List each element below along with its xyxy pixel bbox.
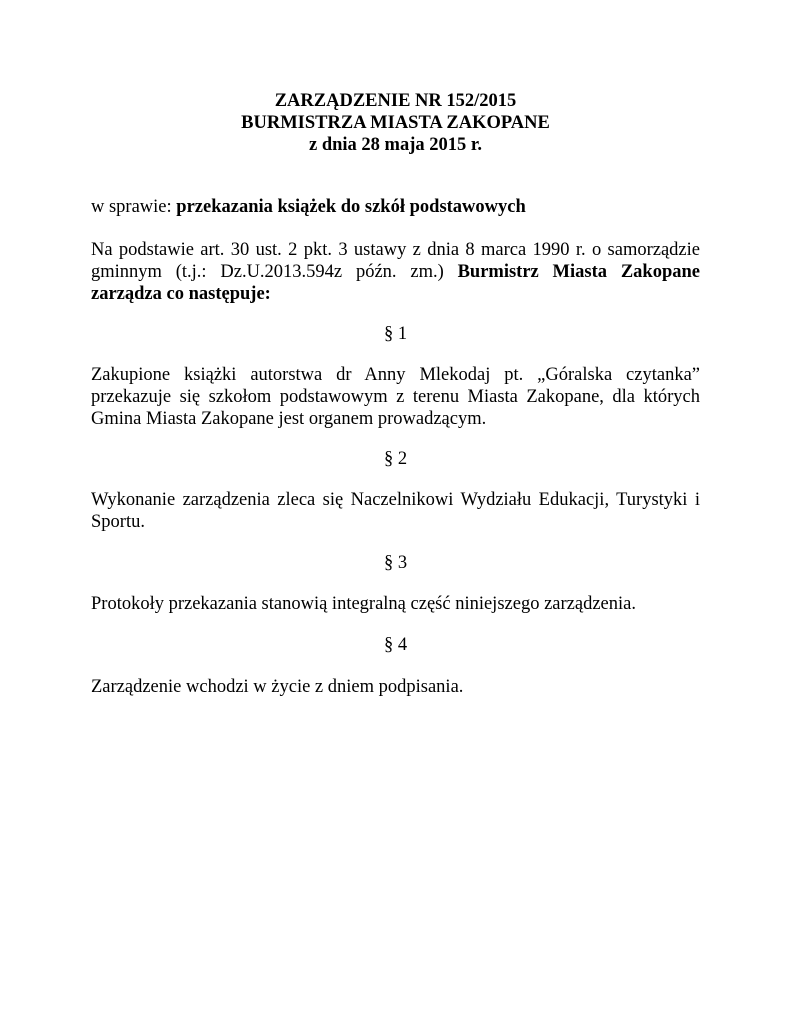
legal-basis-decree: Burmistrz Miasta Zakopane zarządza co następuje:: [91, 262, 700, 304]
subject-prefix: w sprawie:: [91, 197, 177, 217]
legal-basis: [91, 239, 700, 305]
section-text-2: Wykonanie zarządzenia zleca się Naczelnikowi Wydziału Edukacji, Turystyki i Sportu.: [91, 490, 700, 532]
section-sign-1: § 1: [383, 324, 408, 344]
document-header: [0, 90, 791, 156]
subject-title: przekazania książek do szkół podstawowych: [176, 197, 526, 217]
section-sign-4: § 4: [383, 635, 408, 655]
issuing-authority: BURMISTRZA MIASTA ZAKOPANE: [241, 113, 550, 133]
section-text-3: Protokoły przekazania stanowią integralną część niniejszego zarządzenia.: [91, 594, 636, 614]
ordinance-number: ZARZĄDZENIE NR 152/2015: [274, 91, 517, 111]
subject-line: [91, 196, 700, 218]
section-sign-2: § 2: [383, 449, 408, 469]
ordinance-date: z dnia 28 maja 2015 r.: [308, 135, 482, 155]
section-sign-3: § 3: [383, 553, 408, 573]
section-text-1: Zakupione książki autorstwa dr Anny Mlekodaj pt. „Góralska czytanka” przekazuje się szkołom podstawowym z terenu Miasta Zakopane, dla których Gmina Miasta Zakopane jest organem prowadzącym.: [91, 365, 700, 429]
legal-basis-text: Na podstawie art. 30 ust. 2 pkt. 3 ustawy z dnia 8 marca 1990 r. o samorządzie gminnym (t.j.: Dz.U.2013.594z późn. zm.): [91, 240, 700, 282]
section-text-4: Zarządzenie wchodzi w życie z dniem podpisania.: [91, 677, 464, 697]
